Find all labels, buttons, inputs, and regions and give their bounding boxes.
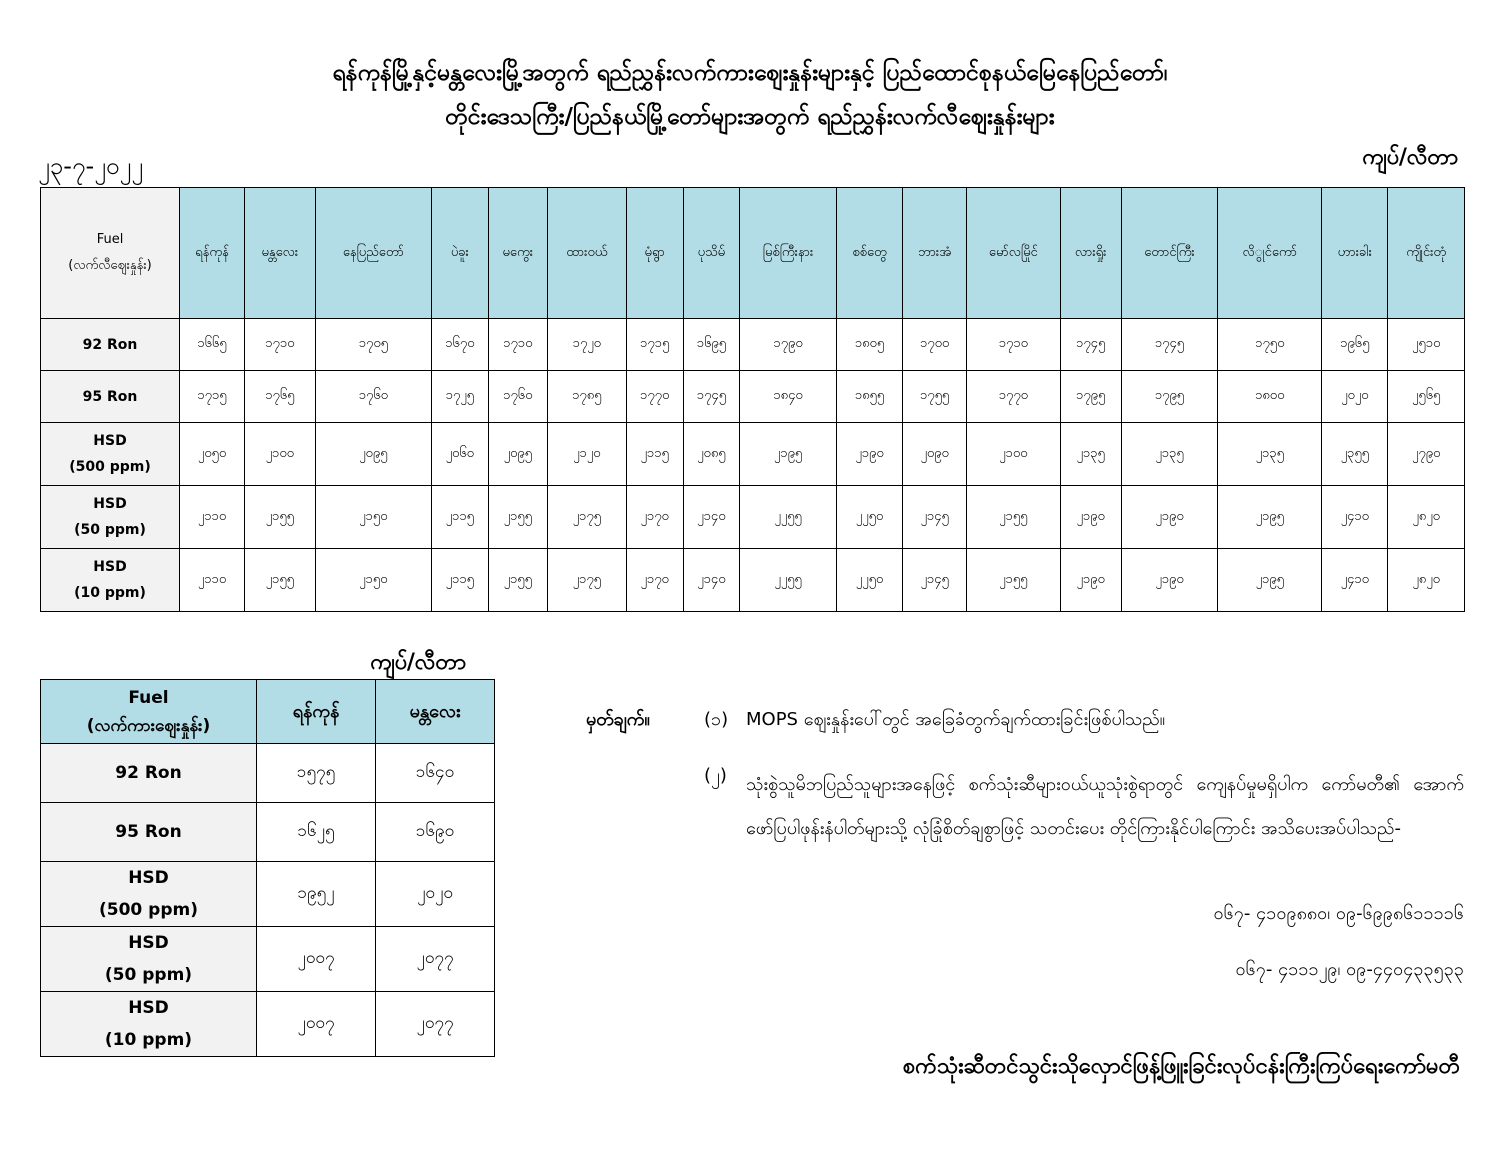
price-cell: ၁၇၀၀	[903, 319, 967, 371]
phone-numbers-2: ၀၆၇- ၄၁၁၁၂၉၊ ၀၉-၄၄၀၄၃၃၅၃၃	[1235, 959, 1464, 980]
price-cell: ၁၆၆၅	[180, 319, 245, 371]
fuel-type-label: HSD	[93, 496, 127, 512]
price-cell: ၂၀၈၅	[683, 423, 740, 486]
price-cell: ၁၆၇၀	[431, 319, 488, 371]
fuel-type-label: HSD	[93, 559, 127, 575]
price-cell: ၂၁၂၀	[547, 423, 626, 486]
price-cell: ၁၆၉၀	[376, 803, 495, 862]
price-cell: ၂၁၅၅	[244, 486, 315, 549]
unit-label: ကျပ်/လီတာ	[1362, 145, 1458, 170]
price-cell: ၁၅၇၅	[257, 744, 376, 803]
fuel-type-sublabel: (10 ppm)	[74, 585, 146, 601]
location-header: ပဲခူး	[431, 188, 488, 319]
fuel-header-label: Fuel	[96, 232, 124, 247]
fuel-header-label: Fuel	[128, 687, 169, 708]
date: ၂၃-၇-၂၀၂၂	[38, 152, 143, 180]
price-cell: ၂၁၁၅	[431, 486, 488, 549]
price-cell: ၂၁၇၅	[547, 486, 626, 549]
price-cell: ၂၂၅၅	[740, 549, 837, 612]
price-cell: ၁၇၁၀	[488, 319, 547, 371]
fuel-header-sublabel: (လက်ကားဈေးနှုန်း)	[86, 715, 211, 736]
price-cell: ၂၁၅၅	[488, 486, 547, 549]
fuel-type-cell	[41, 803, 257, 862]
price-cell: ၁၇၆၀	[315, 371, 431, 423]
price-cell: ၁၇၂၅	[431, 371, 488, 423]
price-cell: ၁၇၉၀	[740, 319, 837, 371]
price-cell: ၂၁၅၅	[967, 549, 1060, 612]
table-row	[41, 992, 495, 1057]
location-header: မကွေး	[488, 188, 547, 319]
location-header: ဘားအံ	[903, 188, 967, 319]
note-1-text: MOPS ဈေးနှုန်းပေါ်တွင် အခြေခံတွက်ချက်ထားခြင်းဖြစ်ပါသည်။	[746, 709, 1166, 730]
price-cell: ၂၀၇၇	[376, 927, 495, 992]
price-cell: ၁၇၂၀	[547, 319, 626, 371]
price-cell: ၁၇၉၅	[1060, 371, 1121, 423]
price-cell: ၂၁၃၅	[1060, 423, 1121, 486]
fuel-type-cell	[41, 549, 180, 612]
fuel-header-cell	[41, 680, 257, 744]
price-cell: ၂၁၁၀	[180, 549, 245, 612]
price-cell: ၂၀၉၅	[315, 423, 431, 486]
fuel-type-sublabel: (500 ppm)	[69, 459, 151, 475]
fuel-type-label: 95 Ron	[115, 822, 182, 842]
price-cell: ၁၇၄၅	[1060, 319, 1121, 371]
notes-label: မှတ်ချက်။	[586, 709, 650, 730]
price-cell: ၁၇၆၅	[244, 371, 315, 423]
title-line-1: ရန်ကုန်မြို့နှင့်မန္တလေးမြို့အတွက် ရည်ညွှန်းလက်ကားဈေးနှုန်းများနှင့် ပြည်ထောင်စုနယ်မြေနေပြည်တော်၊	[332, 60, 1168, 86]
price-cell: ၂၁၁၅	[626, 423, 683, 486]
table-row	[41, 549, 1465, 612]
price-cell: ၁၇၄၅	[683, 371, 740, 423]
note-1-number: (၁)	[704, 709, 729, 730]
price-cell: ၁၇၇၀	[967, 371, 1060, 423]
fuel-type-label: HSD	[128, 868, 169, 888]
price-cell: ၁၆၄၀	[376, 744, 495, 803]
fuel-type-label: HSD	[93, 433, 127, 449]
price-cell: ၂၂၅၅	[740, 486, 837, 549]
location-header: လားရှိုး	[1060, 188, 1121, 319]
table-row	[41, 862, 495, 927]
price-cell: ၂၂၅၀	[836, 549, 902, 612]
price-cell: ၂၀၂၀	[376, 862, 495, 927]
location-header: နေပြည်တော်	[315, 188, 431, 319]
price-cell: ၁၈၀၅	[836, 319, 902, 371]
price-cell: ၂၁၉၅	[1218, 486, 1322, 549]
table-header-row	[41, 188, 1465, 319]
fuel-type-cell	[41, 486, 180, 549]
fuel-type-cell	[41, 371, 180, 423]
price-cell: ၁၇၁၀	[967, 319, 1060, 371]
fuel-type-cell	[41, 319, 180, 371]
location-header-yangon: ရန်ကုန်	[257, 680, 376, 744]
price-cell: ၁၇၅၅	[903, 371, 967, 423]
price-cell: ၂၁၁၅	[431, 549, 488, 612]
price-cell: ၂၁၄၅	[903, 549, 967, 612]
price-cell: ၁၆၂၅	[257, 803, 376, 862]
price-cell: ၁၇၅၀	[1218, 319, 1322, 371]
location-header-mandalay: မန္တလေး	[376, 680, 495, 744]
table-row	[41, 927, 495, 992]
location-header: ကျိုင်းတုံ	[1388, 188, 1465, 319]
fuel-type-cell	[41, 862, 257, 927]
price-cell: ၂၁၅၅	[244, 549, 315, 612]
price-cell: ၂၂၅၀	[836, 486, 902, 549]
table-row	[41, 423, 1465, 486]
fuel-header-cell	[41, 188, 180, 319]
price-cell: ၂၁၇၅	[547, 549, 626, 612]
fuel-header-sublabel: (လက်လီဈေးနှုန်း)	[68, 258, 152, 273]
price-cell: ၁၇၁၀	[244, 319, 315, 371]
fuel-type-cell	[41, 992, 257, 1057]
fuel-type-sublabel: (50 ppm)	[104, 965, 193, 985]
price-cell: ၂၀၂၀	[1322, 371, 1388, 423]
price-cell: ၂၁၉၀	[836, 423, 902, 486]
location-header: မော်လမြိုင်	[967, 188, 1060, 319]
price-cell: ၂၀၀၇	[257, 992, 376, 1057]
price-cell: ၂၁၄၀	[683, 549, 740, 612]
price-cell: ၁၇၄၅	[1121, 319, 1218, 371]
location-header: ဟားခါး	[1322, 188, 1388, 319]
committee-signature: စက်သုံးဆီတင်သွင်းသိုလှောင်ဖြန့်ဖြူးခြင်းလုပ်ငန်းကြီးကြပ်ရေးကော်မတီ	[902, 1054, 1460, 1079]
price-cell: ၂၀၀၇	[257, 927, 376, 992]
price-cell: ၁၉၆၅	[1322, 319, 1388, 371]
price-cell: ၁၆၉၅	[683, 319, 740, 371]
price-cell: ၂၁၅၀	[315, 549, 431, 612]
location-header: တောင်ကြီး	[1121, 188, 1218, 319]
note-2-text: သုံးစွဲသူမိဘပြည်သူများအနေဖြင့် စက်သုံးဆီများဝယ်ယူသုံးစွဲရာတွင် ကျေနပ်မှုမရှိပါက ကော်မတီ၏ အောက်ဖော်ပြပါဖုန်းနံပါတ်များသို့ လုံခြုံစိတ်ချစွာဖြင့် သတင်းပေး တိုင်ကြားနိုင်ပါကြောင်း အသိပေးအပ်ပါသည်-	[746, 774, 1464, 839]
price-cell: ၂၁၉၀	[1060, 486, 1121, 549]
price-cell: ၁၇၁၅	[180, 371, 245, 423]
note-2-number: (၂)	[704, 765, 727, 786]
price-cell: ၁၇၈၅	[547, 371, 626, 423]
price-cell: ၂၁၅၅	[488, 549, 547, 612]
table-row	[41, 371, 1465, 423]
price-cell: ၂၁၉၀	[1121, 486, 1218, 549]
price-cell: ၁၉၅၂	[257, 862, 376, 927]
price-cell: ၂၁၃၅	[1121, 423, 1218, 486]
fuel-type-sublabel: (500 ppm)	[99, 900, 198, 920]
fuel-type-label: HSD	[128, 933, 169, 953]
price-cell: ၂၁၅၀	[315, 486, 431, 549]
wholesale-price-table	[40, 679, 495, 1057]
price-cell: ၂၃၅၅	[1322, 423, 1388, 486]
price-cell: ၂၁၉၀	[1121, 549, 1218, 612]
price-cell: ၂၁၅၅	[967, 486, 1060, 549]
price-cell: ၁၈၄၀	[740, 371, 837, 423]
price-cell: ၁၈၀၀	[1218, 371, 1322, 423]
price-cell: ၂၄၁၀	[1322, 486, 1388, 549]
price-cell: ၁၇၀၅	[315, 319, 431, 371]
fuel-type-cell	[41, 423, 180, 486]
price-cell: ၂၇၉၀	[1388, 423, 1465, 486]
table-row	[41, 744, 495, 803]
price-cell: ၂၅၁၀	[1388, 319, 1465, 371]
location-header: မြစ်ကြီးနား	[740, 188, 837, 319]
price-cell: ၂၁၉၅	[740, 423, 837, 486]
table-row	[41, 319, 1465, 371]
phone-numbers-1: ၀၆၇- ၄၁၀၉၈၈၀၊ ၀၉-၆၉၉၈၆၁၁၁၁၆	[1213, 903, 1464, 924]
price-cell: ၂၀၇၇	[376, 992, 495, 1057]
price-cell: ၂၁၀၀	[967, 423, 1060, 486]
price-cell: ၂၁၉၀	[1060, 549, 1121, 612]
table-header-row	[41, 680, 495, 744]
price-cell: ၁၇၁၅	[626, 319, 683, 371]
price-cell: ၂၀၅၀	[180, 423, 245, 486]
price-cell: ၁၇၉၅	[1121, 371, 1218, 423]
price-cell: ၂၁၉၅	[1218, 549, 1322, 612]
location-header: လိွုင်ကော်	[1218, 188, 1322, 319]
price-cell: ၂၄၁၀	[1322, 549, 1388, 612]
table-row	[41, 803, 495, 862]
fuel-type-label: 92 Ron	[82, 336, 138, 353]
price-cell: ၂၁၁၀	[180, 486, 245, 549]
title-line-2: တိုင်းဒေသကြီး/ပြည်နယ်မြို့တော်များအတွက် ရည်ညွှန်းလက်လီဈေးနှုန်းများ	[445, 104, 1055, 130]
price-cell: ၂၀၆၀	[431, 423, 488, 486]
fuel-type-label: 95 Ron	[82, 388, 138, 405]
price-cell: ၁၇၇၀	[626, 371, 683, 423]
location-header: ထားဝယ်	[547, 188, 626, 319]
fuel-type-cell	[41, 927, 257, 992]
location-header: ရန်ကုန်	[180, 188, 245, 319]
price-cell: ၂၁၀၀	[244, 423, 315, 486]
price-cell: ၂၁၄၅	[903, 486, 967, 549]
price-cell: ၂၀၉၀	[903, 423, 967, 486]
location-header: ပုသိမ်	[683, 188, 740, 319]
price-cell: ၂၈၂၀	[1388, 486, 1465, 549]
location-header: မုံရွာ	[626, 188, 683, 319]
price-cell: ၂၁၃၅	[1218, 423, 1322, 486]
table-row	[41, 486, 1465, 549]
fuel-type-label: 92 Ron	[115, 763, 182, 783]
price-cell: ၁၈၅၅	[836, 371, 902, 423]
fuel-type-cell	[41, 744, 257, 803]
price-cell: ၂၁၄၀	[683, 486, 740, 549]
price-cell: ၂၀၉၅	[488, 423, 547, 486]
location-header: မန္တလေး	[244, 188, 315, 319]
price-cell: ၂၈၂၀	[1388, 549, 1465, 612]
price-cell: ၂၁၇၀	[626, 549, 683, 612]
price-cell: ၂၁၇၀	[626, 486, 683, 549]
location-header: စစ်တွေ	[836, 188, 902, 319]
price-cell: ၂၅၆၅	[1388, 371, 1465, 423]
fuel-type-sublabel: (10 ppm)	[104, 1030, 193, 1050]
wholesale-unit-label: ကျပ်/လီတာ	[370, 650, 466, 675]
retail-price-table	[40, 187, 1465, 612]
fuel-type-label: HSD	[128, 998, 169, 1018]
fuel-type-sublabel: (50 ppm)	[74, 522, 146, 538]
price-cell: ၁၇၆၀	[488, 371, 547, 423]
